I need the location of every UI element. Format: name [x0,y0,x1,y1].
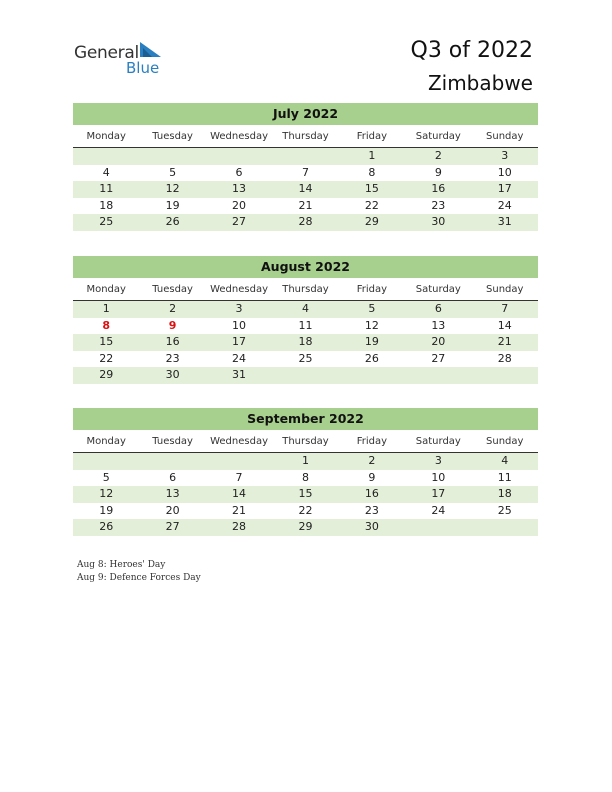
day-cell: 28 [298,215,313,229]
day-cell: 17 [497,182,512,196]
day-cell: 10 [431,470,446,484]
day-cell: 5 [368,302,376,315]
week-row [73,214,538,231]
day-cell: 11 [497,470,512,484]
weekday-label: Sunday [486,436,524,447]
logo-triangle-icon [140,42,162,58]
week-row [73,181,538,198]
empty-day-cell [272,148,338,165]
day-cell: 26 [364,351,379,365]
day-cell: 21 [232,503,247,517]
weekday-label: Tuesday [152,436,193,447]
day-cell: 18 [99,198,114,212]
day-cell: 6 [235,165,243,179]
week-row [73,198,538,215]
day-cell: 23 [165,351,180,365]
day-cell: 20 [165,503,180,517]
day-cell: 30 [431,215,446,229]
weekday-label: Thursday [282,436,329,447]
day-cell: 16 [431,182,446,196]
day-cell: 7 [301,165,309,179]
day-cell: 27 [232,215,247,229]
weekday-label: Saturday [415,436,461,447]
week-row [73,519,538,536]
week-row [73,148,538,165]
day-cell: 14 [232,487,247,501]
day-cell: 24 [497,198,512,212]
day-cell: 20 [431,335,446,349]
day-cell: 30 [364,520,379,534]
empty-day-cell [73,453,139,470]
day-cell: 3 [501,149,509,162]
day-cell: 14 [298,182,313,196]
day-cell: 22 [364,198,379,212]
day-cell: 25 [99,215,114,229]
month-title: July 2022 [73,103,538,125]
day-cell: 18 [497,487,512,501]
day-cell: 7 [235,470,243,484]
day-cell: 17 [431,487,446,501]
day-cell: 1 [102,302,110,315]
day-cell: 25 [298,351,313,365]
day-cell: 30 [165,368,180,382]
day-cell: 27 [431,351,446,365]
empty-day-cell [139,148,205,165]
empty-day-cell [206,453,272,470]
day-cell: 4 [301,302,309,315]
day-cell: 13 [431,318,446,332]
weekday-label: Friday [356,284,388,295]
weekday-label: Tuesday [152,131,193,142]
day-cell: 8 [102,318,111,332]
empty-day-cell [472,519,538,536]
holiday-note: Aug 9: Defence Forces Day [77,573,201,583]
weekday-label: Monday [86,436,126,447]
week-row [73,486,538,503]
day-cell: 4 [501,454,509,467]
day-cell: 15 [99,335,114,349]
week-row [73,334,538,351]
weekday-label: Wednesday [210,436,268,447]
day-cell: 31 [232,368,247,382]
weekday-label: Friday [356,131,388,142]
weekday-label: Monday [86,284,126,295]
day-cell: 19 [364,335,379,349]
day-cell: 4 [102,165,110,179]
day-cell: 9 [168,318,177,332]
day-cell: 19 [165,198,180,212]
weekday-label: Saturday [415,284,461,295]
day-cell: 8 [368,165,376,179]
day-cell: 9 [368,470,376,484]
month-calendar [73,103,538,231]
day-cell: 5 [102,470,110,484]
weekday-label: Friday [356,436,388,447]
weekday-label: Wednesday [210,131,268,142]
empty-day-cell [73,148,139,165]
day-cell: 1 [368,149,376,162]
week-row [73,165,538,182]
empty-day-cell [339,367,405,384]
weekday-label: Saturday [415,131,461,142]
month-calendar [73,408,538,536]
weekday-label: Wednesday [210,284,268,295]
day-cell: 24 [232,351,247,365]
day-cell: 27 [165,520,180,534]
weekday-header-row [73,281,538,301]
day-cell: 15 [364,182,379,196]
weekday-label: Thursday [282,131,329,142]
day-cell: 17 [232,335,247,349]
country-name: Zimbabwe [427,71,533,95]
logo-word-general: General [74,43,139,63]
day-cell: 6 [169,470,177,484]
day-cell: 21 [497,335,512,349]
day-cell: 29 [99,368,114,382]
month-title: August 2022 [73,256,538,278]
empty-day-cell [206,148,272,165]
day-cell: 2 [169,302,177,315]
generalblue-logo [74,40,174,80]
week-row [73,318,538,335]
day-cell: 11 [298,318,313,332]
day-cell: 14 [497,318,512,332]
day-cell: 29 [364,215,379,229]
empty-day-cell [405,367,471,384]
holiday-notes [77,559,201,585]
weekday-header-row [73,128,538,148]
empty-day-cell [405,519,471,536]
day-cell: 2 [368,454,376,467]
week-row [73,351,538,368]
day-cell: 23 [364,503,379,517]
day-cell: 9 [434,165,442,179]
empty-day-cell [472,367,538,384]
day-cell: 21 [298,198,313,212]
day-cell: 12 [165,182,180,196]
weekday-label: Tuesday [152,284,193,295]
day-cell: 19 [99,503,114,517]
month-calendar [73,256,538,384]
day-cell: 22 [99,351,114,365]
week-row [73,301,538,318]
week-row [73,453,538,470]
holiday-note: Aug 8: Heroes' Day [77,560,166,570]
week-row [73,503,538,520]
day-cell: 16 [364,487,379,501]
week-row [73,367,538,384]
day-cell: 10 [232,318,247,332]
weekday-label: Monday [86,131,126,142]
day-cell: 1 [301,454,309,467]
weekday-header-row [73,433,538,453]
day-cell: 24 [431,503,446,517]
day-cell: 11 [99,182,114,196]
day-cell: 15 [298,487,313,501]
week-row [73,470,538,487]
page-title: Q3 of 2022 [410,38,533,63]
day-cell: 25 [497,503,512,517]
day-cell: 5 [169,165,177,179]
day-cell: 12 [99,487,114,501]
day-cell: 18 [298,335,313,349]
day-cell: 6 [434,302,442,315]
day-cell: 8 [301,470,309,484]
day-cell: 2 [434,149,442,162]
day-cell: 13 [232,182,247,196]
day-cell: 31 [497,215,512,229]
day-cell: 28 [497,351,512,365]
day-cell: 12 [364,318,379,332]
day-cell: 3 [235,302,243,315]
day-cell: 7 [501,302,509,315]
day-cell: 13 [165,487,180,501]
day-cell: 16 [165,335,180,349]
logo-word-blue: Blue [126,59,160,77]
day-cell: 29 [298,520,313,534]
day-cell: 10 [497,165,512,179]
weekday-label: Thursday [282,284,329,295]
month-title: September 2022 [73,408,538,430]
empty-day-cell [272,367,338,384]
day-cell: 20 [232,198,247,212]
day-cell: 23 [431,198,446,212]
weekday-label: Sunday [486,131,524,142]
day-cell: 26 [165,215,180,229]
day-cell: 28 [232,520,247,534]
weekday-label: Sunday [486,284,524,295]
day-cell: 3 [434,454,442,467]
day-cell: 26 [99,520,114,534]
day-cell: 22 [298,503,313,517]
empty-day-cell [139,453,205,470]
